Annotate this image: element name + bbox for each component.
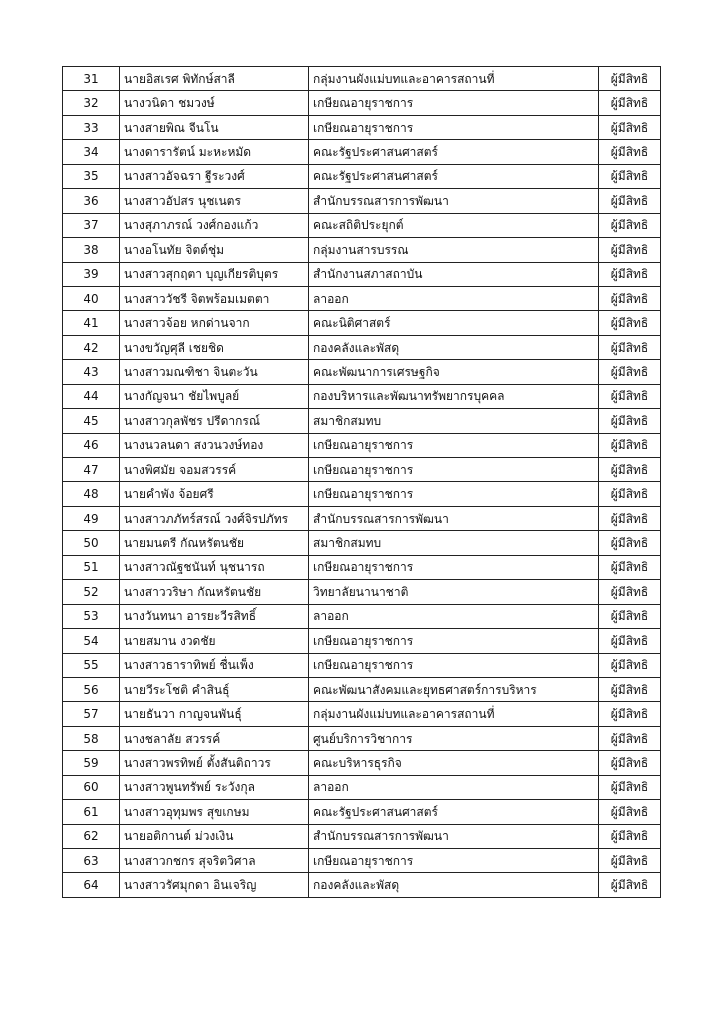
member-name: นางสาวณัฐชนันท์ นุชนารถ <box>120 555 309 579</box>
member-unit: สำนักบรรณสารการพัฒนา <box>309 189 599 213</box>
member-name: นางนวลนดา สงวนวงษ์ทอง <box>120 433 309 457</box>
member-status: ผู้มีสิทธิ <box>599 262 661 286</box>
member-unit: คณะพัฒนาการเศรษฐกิจ <box>309 360 599 384</box>
member-status: ผู้มีสิทธิ <box>599 67 661 91</box>
table-row <box>63 604 661 628</box>
member-unit: เกษียณอายุราชการ <box>309 115 599 139</box>
member-unit: คณะรัฐประศาสนศาสตร์ <box>309 164 599 188</box>
table-row <box>63 91 661 115</box>
row-number: 50 <box>63 531 120 555</box>
member-unit: คณะรัฐประศาสนศาสตร์ <box>309 140 599 164</box>
member-name: นางดารารัตน์ มะหะหมัด <box>120 140 309 164</box>
member-unit: เกษียณอายุราชการ <box>309 91 599 115</box>
table-row <box>63 335 661 359</box>
table-row <box>63 409 661 433</box>
row-number: 54 <box>63 629 120 653</box>
table-row <box>63 262 661 286</box>
member-unit: เกษียณอายุราชการ <box>309 629 599 653</box>
row-number: 31 <box>63 67 120 91</box>
member-name: นางขวัญศุลี เชยชิด <box>120 335 309 359</box>
table-row <box>63 824 661 848</box>
member-status: ผู้มีสิทธิ <box>599 91 661 115</box>
member-unit: เกษียณอายุราชการ <box>309 458 599 482</box>
member-name: นางสาวพรทิพย์ ตั้งสันติถาวร <box>120 751 309 775</box>
member-unit: คณะบริหารธุรกิจ <box>309 751 599 775</box>
member-status: ผู้มีสิทธิ <box>599 531 661 555</box>
member-status: ผู้มีสิทธิ <box>599 189 661 213</box>
member-name: นางสาวอุทุมพร สุขเกษม <box>120 800 309 824</box>
table-row <box>63 433 661 457</box>
member-status: ผู้มีสิทธิ <box>599 311 661 335</box>
member-name: นางสาวภภัทร์สรณ์ วงศ์จิรปภัทร <box>120 506 309 530</box>
member-name: นางสาวอัจฉรา ฐีระวงศ์ <box>120 164 309 188</box>
member-unit: สมาชิกสมทบ <box>309 531 599 555</box>
member-status: ผู้มีสิทธิ <box>599 849 661 873</box>
row-number: 36 <box>63 189 120 213</box>
member-status: ผู้มีสิทธิ <box>599 115 661 139</box>
row-number: 48 <box>63 482 120 506</box>
row-number: 64 <box>63 873 120 897</box>
member-unit: สมาชิกสมทบ <box>309 409 599 433</box>
member-status: ผู้มีสิทธิ <box>599 775 661 799</box>
member-unit: ลาออก <box>309 286 599 310</box>
row-number: 40 <box>63 286 120 310</box>
row-number: 63 <box>63 849 120 873</box>
member-unit: เกษียณอายุราชการ <box>309 555 599 579</box>
member-unit: เกษียณอายุราชการ <box>309 482 599 506</box>
row-number: 53 <box>63 604 120 628</box>
member-status: ผู้มีสิทธิ <box>599 800 661 824</box>
table-row <box>63 726 661 750</box>
row-number: 39 <box>63 262 120 286</box>
member-status: ผู้มีสิทธิ <box>599 506 661 530</box>
member-unit: กองคลังและพัสดุ <box>309 335 599 359</box>
member-name: นางชลาลัย สวรรค์ <box>120 726 309 750</box>
row-number: 56 <box>63 677 120 701</box>
row-number: 37 <box>63 213 120 237</box>
member-status: ผู้มีสิทธิ <box>599 213 661 237</box>
member-status: ผู้มีสิทธิ <box>599 458 661 482</box>
member-status: ผู้มีสิทธิ <box>599 824 661 848</box>
member-name: นางสาวสุกฤตา บุญเกียรติบุตร <box>120 262 309 286</box>
member-name: นางสาวกชกร สุจริตวิศาล <box>120 849 309 873</box>
member-unit: กลุ่มงานผังแม่บทและอาคารสถานที่ <box>309 67 599 91</box>
table-row <box>63 67 661 91</box>
member-name: นายอิสเรศ พิทักษ์สาลี <box>120 67 309 91</box>
table-row <box>63 506 661 530</box>
table-row <box>63 115 661 139</box>
member-status: ผู้มีสิทธิ <box>599 653 661 677</box>
row-number: 60 <box>63 775 120 799</box>
member-name: นางสุภาภรณ์ วงศ์กองแก้ว <box>120 213 309 237</box>
member-name: นางวนิดา ชมวงษ์ <box>120 91 309 115</box>
member-name: นายวีระโชติ คำสินธุ์ <box>120 677 309 701</box>
table-row <box>63 482 661 506</box>
member-status: ผู้มีสิทธิ <box>599 238 661 262</box>
member-name: นางสาวกุลพัชร ปรีดากรณ์ <box>120 409 309 433</box>
table-row <box>63 800 661 824</box>
member-unit: กองคลังและพัสดุ <box>309 873 599 897</box>
member-unit: เกษียณอายุราชการ <box>309 849 599 873</box>
member-name: นายสมาน งวดชัย <box>120 629 309 653</box>
member-unit: คณะสถิติประยุกต์ <box>309 213 599 237</box>
row-number: 52 <box>63 580 120 604</box>
member-name: นางสาววริษา กัณหรัตนชัย <box>120 580 309 604</box>
member-status: ผู้มีสิทธิ <box>599 604 661 628</box>
table-row <box>63 458 661 482</box>
table-row <box>63 775 661 799</box>
table-row <box>63 629 661 653</box>
table-row <box>63 653 661 677</box>
table-row <box>63 213 661 237</box>
table-row <box>63 311 661 335</box>
member-table-body <box>63 67 661 898</box>
member-name: นางสาวธาราทิพย์ ชื่นเพ็ง <box>120 653 309 677</box>
member-status: ผู้มีสิทธิ <box>599 482 661 506</box>
table-row <box>63 164 661 188</box>
table-row <box>63 189 661 213</box>
member-name: นายธันวา กาญจนพันธุ์ <box>120 702 309 726</box>
table-row <box>63 677 661 701</box>
member-unit: สำนักบรรณสารการพัฒนา <box>309 506 599 530</box>
table-row <box>63 751 661 775</box>
table-row <box>63 384 661 408</box>
member-name: นางสาวมณฑิชา จินตะวัน <box>120 360 309 384</box>
row-number: 58 <box>63 726 120 750</box>
member-table <box>62 66 661 898</box>
row-number: 33 <box>63 115 120 139</box>
row-number: 59 <box>63 751 120 775</box>
member-status: ผู้มีสิทธิ <box>599 629 661 653</box>
member-name: นายมนตรี กัณหรัตนชัย <box>120 531 309 555</box>
row-number: 45 <box>63 409 120 433</box>
table-row <box>63 531 661 555</box>
row-number: 41 <box>63 311 120 335</box>
table-row <box>63 286 661 310</box>
row-number: 42 <box>63 335 120 359</box>
member-status: ผู้มีสิทธิ <box>599 164 661 188</box>
member-unit: เกษียณอายุราชการ <box>309 433 599 457</box>
table-row <box>63 360 661 384</box>
table-row <box>63 849 661 873</box>
member-unit: สำนักงานสภาสถาบัน <box>309 262 599 286</box>
member-status: ผู้มีสิทธิ <box>599 555 661 579</box>
member-name: นางสาวจ้อย หกด่านจาก <box>120 311 309 335</box>
member-status: ผู้มีสิทธิ <box>599 409 661 433</box>
member-status: ผู้มีสิทธิ <box>599 702 661 726</box>
member-name: นางวันทนา อารยะวีรสิทธิ์ <box>120 604 309 628</box>
row-number: 55 <box>63 653 120 677</box>
member-name: นายอติกานต์ ม่วงเงิน <box>120 824 309 848</box>
member-name: นางสาววัชรี จิตพร้อมเมตตา <box>120 286 309 310</box>
member-unit: คณะรัฐประศาสนศาสตร์ <box>309 800 599 824</box>
table-row <box>63 555 661 579</box>
table-row <box>63 702 661 726</box>
table-row <box>63 873 661 897</box>
row-number: 32 <box>63 91 120 115</box>
table-row <box>63 238 661 262</box>
row-number: 34 <box>63 140 120 164</box>
member-name: นางสาวอัปสร นุชเนตร <box>120 189 309 213</box>
member-unit: กองบริหารและพัฒนาทรัพยากรบุคคล <box>309 384 599 408</box>
member-status: ผู้มีสิทธิ <box>599 384 661 408</box>
member-unit: ลาออก <box>309 775 599 799</box>
member-status: ผู้มีสิทธิ <box>599 580 661 604</box>
row-number: 47 <box>63 458 120 482</box>
member-name: นางสาวพูนทรัพย์ ระวังกุล <box>120 775 309 799</box>
member-unit: กลุ่มงานสารบรรณ <box>309 238 599 262</box>
member-status: ผู้มีสิทธิ <box>599 751 661 775</box>
member-unit: ศูนย์บริการวิชาการ <box>309 726 599 750</box>
member-status: ผู้มีสิทธิ <box>599 360 661 384</box>
member-unit: เกษียณอายุราชการ <box>309 653 599 677</box>
row-number: 51 <box>63 555 120 579</box>
row-number: 49 <box>63 506 120 530</box>
member-status: ผู้มีสิทธิ <box>599 873 661 897</box>
member-name: นางสายพิณ จีนโน <box>120 115 309 139</box>
member-unit: คณะนิติศาสตร์ <box>309 311 599 335</box>
row-number: 43 <box>63 360 120 384</box>
row-number: 62 <box>63 824 120 848</box>
member-name: นายคำพัง จ้อยศรี <box>120 482 309 506</box>
member-status: ผู้มีสิทธิ <box>599 433 661 457</box>
member-unit: คณะพัฒนาสังคมและยุทธศาสตร์การบริหาร <box>309 677 599 701</box>
member-name: นางอโนทัย จิตต์ชุ่ม <box>120 238 309 262</box>
member-status: ผู้มีสิทธิ <box>599 677 661 701</box>
member-status: ผู้มีสิทธิ <box>599 726 661 750</box>
row-number: 57 <box>63 702 120 726</box>
row-number: 44 <box>63 384 120 408</box>
row-number: 61 <box>63 800 120 824</box>
row-number: 35 <box>63 164 120 188</box>
member-name: นางสาวรัศมุกดา อินเจริญ <box>120 873 309 897</box>
member-status: ผู้มีสิทธิ <box>599 140 661 164</box>
row-number: 38 <box>63 238 120 262</box>
member-unit: ลาออก <box>309 604 599 628</box>
table-row <box>63 140 661 164</box>
member-unit: สำนักบรรณสารการพัฒนา <box>309 824 599 848</box>
member-name: นางพิศมัย จอมสวรรค์ <box>120 458 309 482</box>
member-status: ผู้มีสิทธิ <box>599 286 661 310</box>
member-unit: กลุ่มงานผังแม่บทและอาคารสถานที่ <box>309 702 599 726</box>
member-unit: วิทยาลัยนานาชาติ <box>309 580 599 604</box>
member-status: ผู้มีสิทธิ <box>599 335 661 359</box>
table-row <box>63 580 661 604</box>
row-number: 46 <box>63 433 120 457</box>
member-name: นางกัญจนา ชัยไพบูลย์ <box>120 384 309 408</box>
